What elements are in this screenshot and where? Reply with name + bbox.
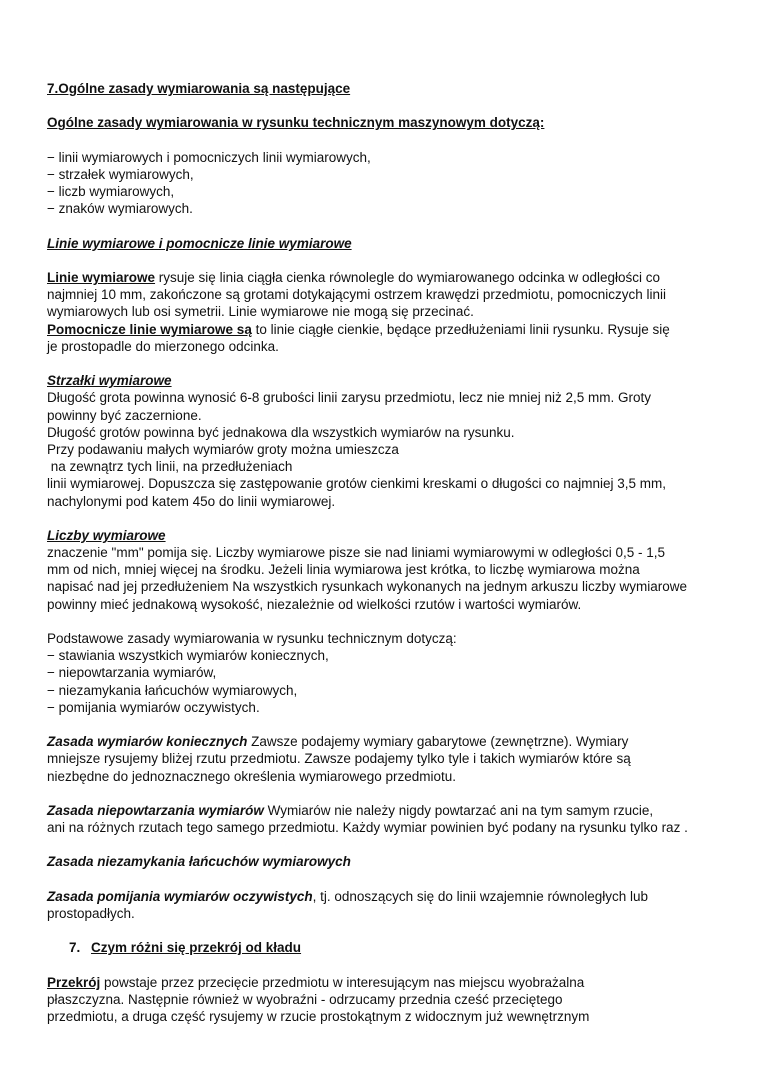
subsection-heading-linie: Linie wymiarowe i pomocnicze linie wymiarowe [47,235,352,251]
term: Zasada pomijania wymiarów oczywistych [47,888,313,904]
paragraph-line: mniejsze rysujemy bliżej rzutu przedmiotu. Zawsze podajemy tylko tyle i takich wymiarów które są [47,751,631,767]
text: Zawsze podajemy wymiary gabarytowe (zewnętrzne). Wymiary [247,734,629,750]
paragraph-line: je prostopadle do mierzonego odcinka. [47,338,279,354]
list-item: − niepowtarzania wymiarów, [47,665,217,681]
paragraph-line: znaczenie "mm" pomija się. Liczby wymiarowe pisze sie nad liniami wymiarowymi w odległości 0,5 - 1,5 [47,545,666,561]
list-item: − strzałek wymiarowych, [47,166,194,182]
paragraph-line: przedmiotu, a druga część rysujemy w rzucie prostokątnym z widocznym już wewnętrznym [47,1009,590,1025]
paragraph-line [47,974,727,991]
subsection-heading-strzalki: Strzałki wymiarowe [47,373,172,389]
section-subheading: Ogólne zasady wymiarowania w rysunku technicznym maszynowym dotyczą: [47,115,545,131]
paragraph-line: Podstawowe zasady wymiarowania w rysunku technicznym dotyczą: [47,631,457,646]
term: Przekrój [47,974,101,990]
paragraph-line: mm od nich, mniej więcej na środku. Jeżeli linia wymiarowa jest krótka, to liczbę wymiarowa można [47,562,640,578]
paragraph-line: napisać nad jej przedłużeniem Na wszystkich rysunkach wykonanych na jednym arkuszu liczby wymiarowe [47,579,688,595]
paragraph-line [47,802,727,819]
term: Linie wymiarowe [47,270,156,286]
term: Zasada niepowtarzania wymiarów [47,802,264,818]
paragraph-line: na zewnątrz tych linii, na przedłużeniach [47,459,293,475]
paragraph-line: niezbędne do jednoznacznego określenia wymiarowego przedmiotu. [47,768,457,784]
paragraph-line: Długość grota powinna wynosić 6-8 grubości linii zarysu przedmiotu, lecz nie mniej niż 2,5 mm. Groty [47,390,651,406]
paragraph-line: prostopadłych. [47,906,135,921]
question-heading [47,939,727,956]
text: rysuje się linia ciągła cienka równolegle do wymiarowanego odcinka w odległości co [155,270,661,286]
list-item: − liczb wymiarowych, [47,184,175,200]
list-item: − stawiania wszystkich wymiarów koniecznych, [47,648,329,664]
paragraph-line: ani na różnych rzutach tego samego przedmiotu. Każdy wymiar powinien być podany na rysunku tylko raz . [47,820,688,836]
section-heading: 7.Ogólne zasady wymiarowania są następujące [47,81,351,96]
paragraph-line: Przy podawaniu małych wymiarów groty można umieszcza [47,441,399,457]
list-item: − linii wymiarowych i pomocniczych linii wymiarowych, [47,149,371,165]
subsection-heading-liczby: Liczby wymiarowe [47,527,166,543]
paragraph-line: płaszczyzna. Następnie również w wyobraźni - odrzucamy przednia cześć przeciętego [47,991,563,1007]
text: to linie ciągłe cienkie, będące przedłużeniami linii rysunku. Rysuje się [251,321,670,337]
question-number: 7. [69,940,81,956]
paragraph-line [47,733,727,750]
list-item: − pomijania wymiarów oczywistych. [47,699,260,715]
question-title: Czym różni się przekrój od kładu [91,940,302,956]
paragraph-line: powinny być zaczernione. [47,407,202,423]
paragraph-line: Długość grotów powinna być jednakowa dla wszystkich wymiarów na rysunku. [47,424,515,440]
paragraph-line: linii wymiarowej. Dopuszcza się zastępowanie grotów cienkimi kreskami o długości co najmniej 3,5 mm, [47,476,666,492]
paragraph-line: nachylonymi pod katem 45o do linii wymiarowej. [47,493,336,509]
paragraph-line [47,321,727,338]
text: powstaje przez przecięcie przedmiotu w interesującym nas miejscu wyobrażalna [100,974,585,990]
paragraph-line [47,269,727,286]
paragraph-line: Zasada niezamykania łańcuchów wymiarowych [47,854,351,870]
paragraph-line: wymiarowych lub osi symetrii. Linie wymiarowe nie mogą się przecinać. [47,304,474,320]
text: , tj. odnoszących się do linii wzajemnie równoległych lub [312,888,649,904]
document-page [47,80,727,1025]
term: Zasada wymiarów koniecznych [47,734,248,750]
term: Pomocnicze linie wymiarowe są [47,321,252,337]
list-item: − niezamykania łańcuchów wymiarowych, [47,682,298,698]
text: Wymiarów nie należy nigdy powtarzać ani na tym samym rzucie, [263,802,654,818]
paragraph-line [47,888,727,905]
paragraph-line: powinny mieć jednakową wysokość, niezależnie od wielkości rzutów i wartości wymiarów. [47,596,582,612]
list-item: − znaków wymiarowych. [47,201,193,217]
paragraph-line: najmniej 10 mm, zakończone są grotami dotykającymi ostrzem krawędzi przedmiotu, pomocniczych linii [47,287,666,303]
